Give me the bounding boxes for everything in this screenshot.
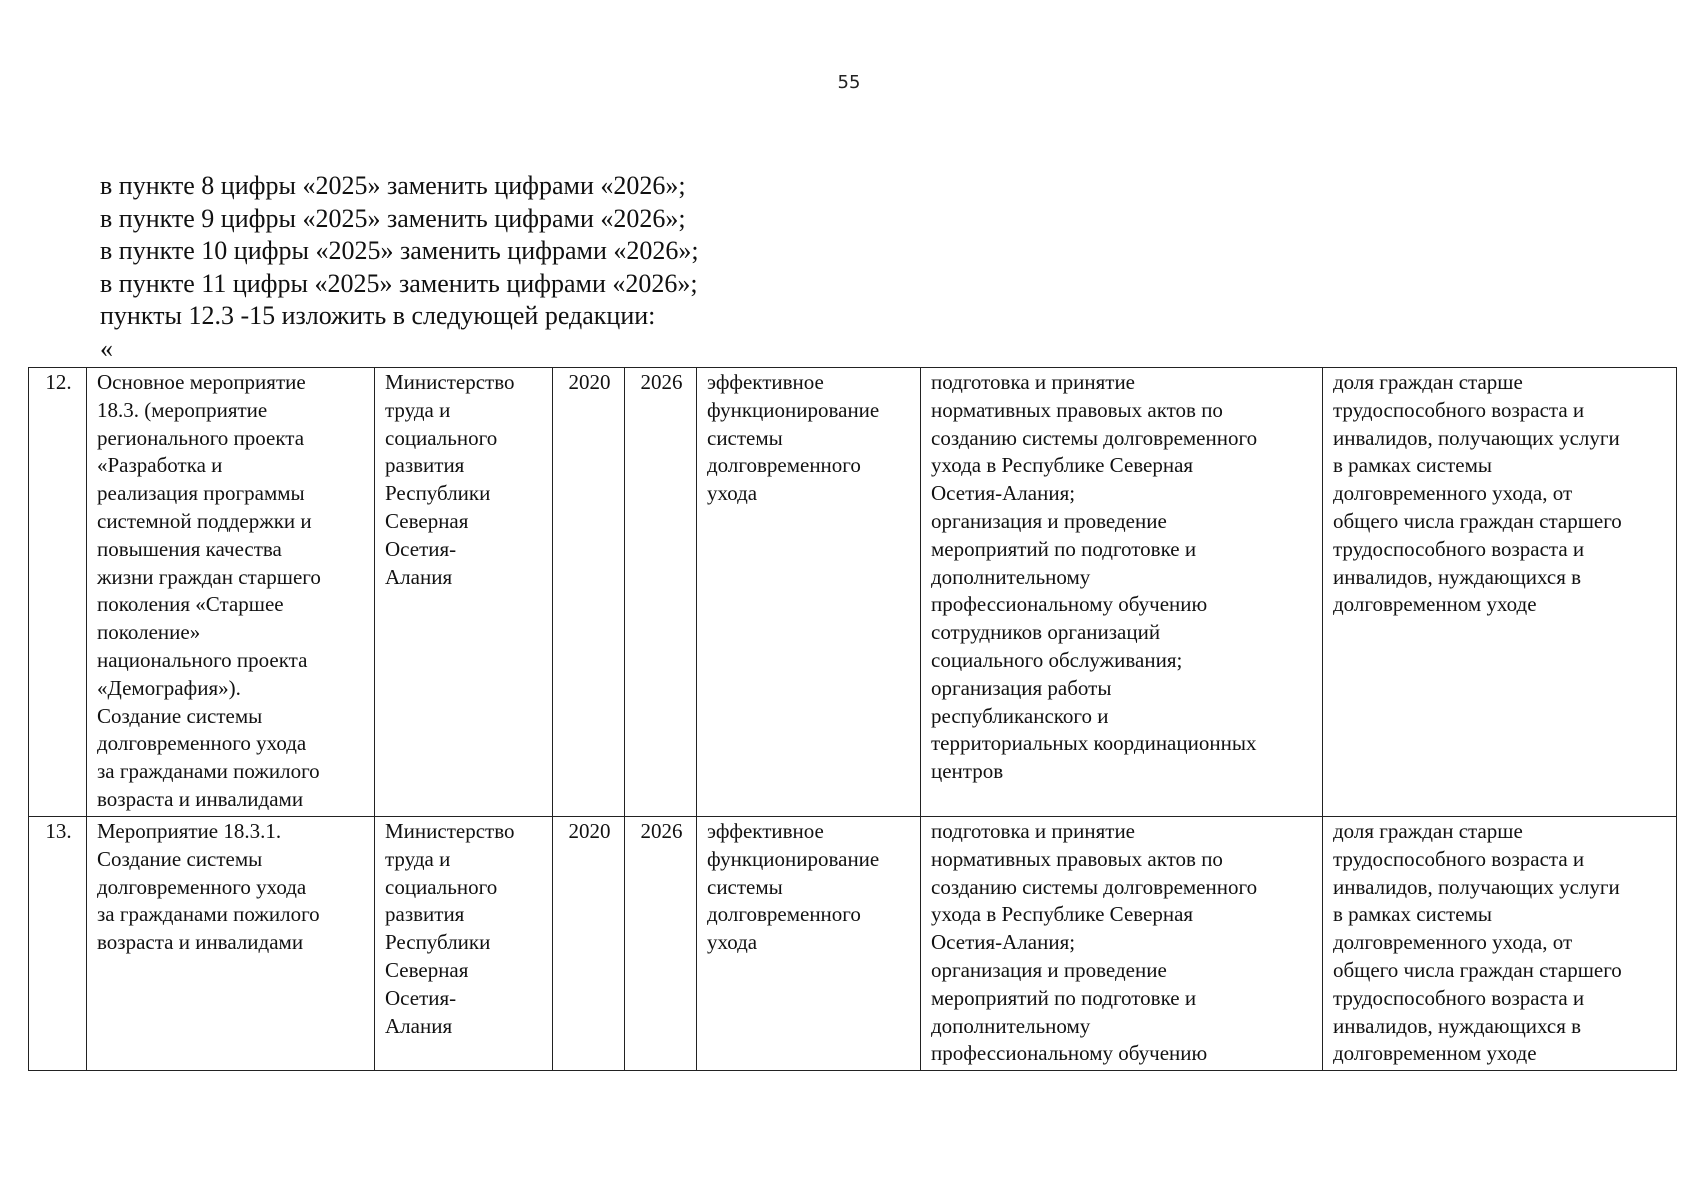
end-year-cell: 2026 bbox=[625, 368, 697, 817]
activity-cell: Мероприятие 18.3.1. Создание системы долговременного ухода за гражданами пожилого возраста и инвалидами bbox=[87, 817, 375, 1071]
actions-cell: подготовка и принятие нормативных правовых актов по созданию системы долговременного ухода в Республике Северная Осетия-Алания; организация и проведение мероприятий по подготовке и дополнительному профессиональному обучению сотрудников организаций социального обслуживания; организация работы республиканского и территориальных координационных центров bbox=[921, 368, 1323, 817]
intro-line: в пункте 8 цифры «2025» заменить цифрами «2026»; bbox=[100, 171, 686, 200]
executor-cell: Министерство труда и социального развития Республики Северная Осетия- Алания bbox=[375, 368, 553, 817]
intro-line: в пункте 10 цифры «2025» заменить цифрами «2026»; bbox=[100, 236, 699, 265]
page-number: 55 bbox=[837, 72, 861, 93]
indicator-cell: доля граждан старше трудоспособного возраста и инвалидов, получающих услуги в рамках системы долговременного ухода, от общего числа граждан старшего трудоспособного возраста и инвалидов, нуждающихся в долговременном уходе bbox=[1323, 368, 1677, 817]
row-number: 13. bbox=[29, 817, 87, 1071]
intro-line: в пункте 11 цифры «2025» заменить цифрами «2026»; bbox=[100, 268, 698, 298]
actions-cell: подготовка и принятие нормативных правовых актов по созданию системы долговременного ухода в Республике Северная Осетия-Алания; организация и проведение мероприятий по подготовке и дополнительному профессиональному обучению bbox=[921, 817, 1323, 1071]
row-number: 12. bbox=[29, 368, 87, 817]
end-year-cell: 2026 bbox=[625, 817, 697, 1071]
measures-table bbox=[28, 367, 1677, 1071]
activity-cell: Основное мероприятие 18.3. (мероприятие регионального проекта «Разработка и реализация программы системной поддержки и повышения качества жизни граждан старшего поколения «Старшее поколение» национального проекта «Демография»). Создание системы долговременного ухода за гражданами пожилого возраста и инвалидами bbox=[87, 368, 375, 817]
result-cell: эффективное функционирование системы долговременного ухода bbox=[697, 817, 921, 1071]
executor-cell: Министерство труда и социального развития Республики Северная Осетия- Алания bbox=[375, 817, 553, 1071]
start-year-cell: 2020 bbox=[553, 368, 625, 817]
intro-text bbox=[100, 170, 699, 365]
result-cell: эффективное функционирование системы долговременного ухода bbox=[697, 368, 921, 817]
intro-line: пункты 12.3 -15 изложить в следующей редакции: bbox=[100, 301, 656, 330]
table-row bbox=[29, 368, 1677, 817]
intro-line: в пункте 9 цифры «2025» заменить цифрами «2026»; bbox=[100, 203, 686, 233]
indicator-cell: доля граждан старше трудоспособного возраста и инвалидов, получающих услуги в рамках системы долговременного ухода, от общего числа граждан старшего трудоспособного возраста и инвалидов, нуждающихся в долговременном уходе bbox=[1323, 817, 1677, 1071]
opening-quote: « bbox=[100, 333, 113, 363]
table-row bbox=[29, 817, 1677, 1071]
start-year-cell: 2020 bbox=[553, 817, 625, 1071]
